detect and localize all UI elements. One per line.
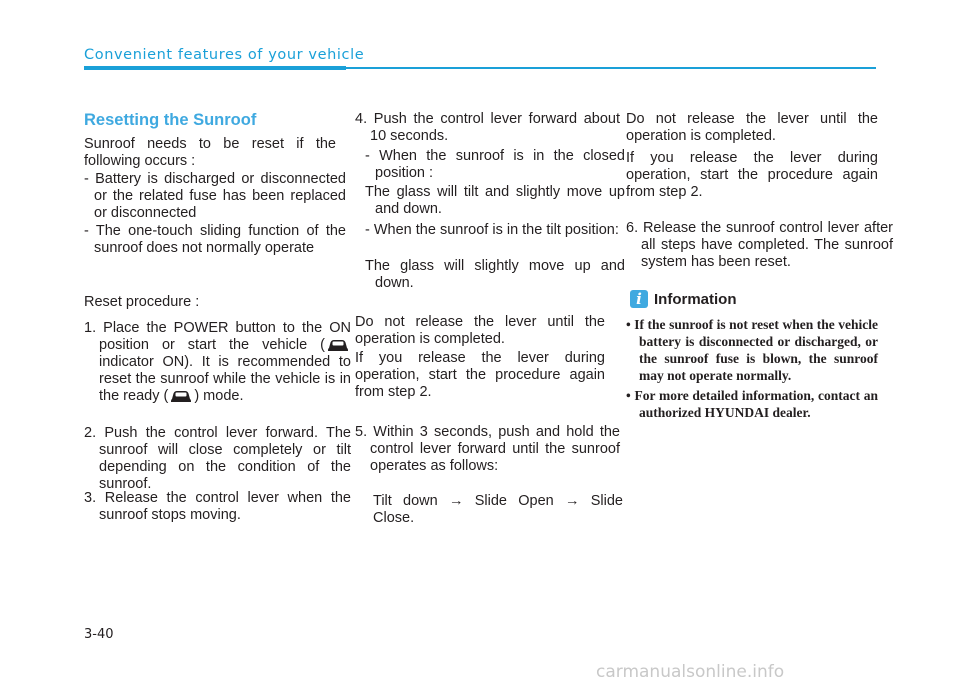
- header-accent-bar: [84, 66, 346, 70]
- info-title: Information: [654, 291, 737, 308]
- section-title: Resetting the Sunroof: [84, 111, 257, 129]
- info-icon: i: [630, 290, 648, 308]
- sub-step-detail: The glass will tilt and slightly move up and down.: [365, 184, 625, 217]
- sub-step: - When the sunroof is in the closed position :: [365, 148, 625, 181]
- step-5: 5. Within 3 seconds, push and hold the control lever forward until the sunroof operates as follows:: [355, 424, 620, 474]
- car-ready-icon: [326, 337, 350, 353]
- watermark: carmanualsonline.info: [596, 662, 785, 682]
- step-2: 2. Push the control lever forward. The sunroof will close completely or tilt depending on the condition of the sunroof.: [84, 425, 351, 492]
- bullet-item: - The one-touch sliding function of the sunroof does not normally operate: [84, 223, 346, 256]
- sequence-text: Tilt down → Slide Open → Slide Close.: [373, 493, 623, 526]
- sub-step: - When the sunroof is in the tilt position:: [365, 222, 619, 238]
- header-rule: [346, 67, 876, 69]
- step-6: 6. Release the sunroof control lever after all steps have completed. The sunroof system has been reset.: [626, 220, 893, 270]
- info-item: • If the sunroof is not reset when the vehicle battery is disconnected or discharged, or the sunroof fuse is blown, the sunroof may not operate normally.: [626, 317, 878, 383]
- step-1-part-a: 1. Place the POWER button to the ON position or start the vehicle (: [84, 320, 351, 353]
- step-3: 3. Release the control lever when the sunroof stops moving.: [84, 490, 351, 523]
- car-ready-icon: [169, 388, 193, 404]
- step-4: 4. Push the control lever forward about 10 seconds.: [355, 111, 620, 144]
- step-1-part-b: indicator ON). It is recommended to reset the sunroof while the vehicle is in the ready (: [99, 354, 351, 404]
- note-text: If you release the lever during operation, start the procedure again from step 2.: [355, 350, 605, 400]
- step-1: [84, 320, 351, 405]
- note-text: Do not release the lever until the operation is completed.: [355, 314, 605, 347]
- step-1-part-c: ) mode.: [194, 388, 244, 404]
- header-section-title: Convenient features of your vehicle: [84, 47, 365, 63]
- info-list: [626, 316, 878, 421]
- note-text: Do not release the lever until the operation is completed.: [626, 111, 878, 144]
- note-text: If you release the lever during operation, start the procedure again from step 2.: [626, 150, 878, 200]
- sub-step-detail: The glass will slightly move up and down.: [365, 258, 625, 291]
- page-number: 3-40: [84, 627, 114, 642]
- intro-text: Sunroof needs to be reset if the following occurs :: [84, 136, 336, 169]
- reset-procedure-label: Reset procedure :: [84, 294, 200, 310]
- bullet-item: - Battery is discharged or disconnected or the related fuse has been replaced or disconnected: [84, 171, 346, 221]
- info-item: • For more detailed information, contact an authorized HYUNDAI dealer.: [626, 388, 878, 420]
